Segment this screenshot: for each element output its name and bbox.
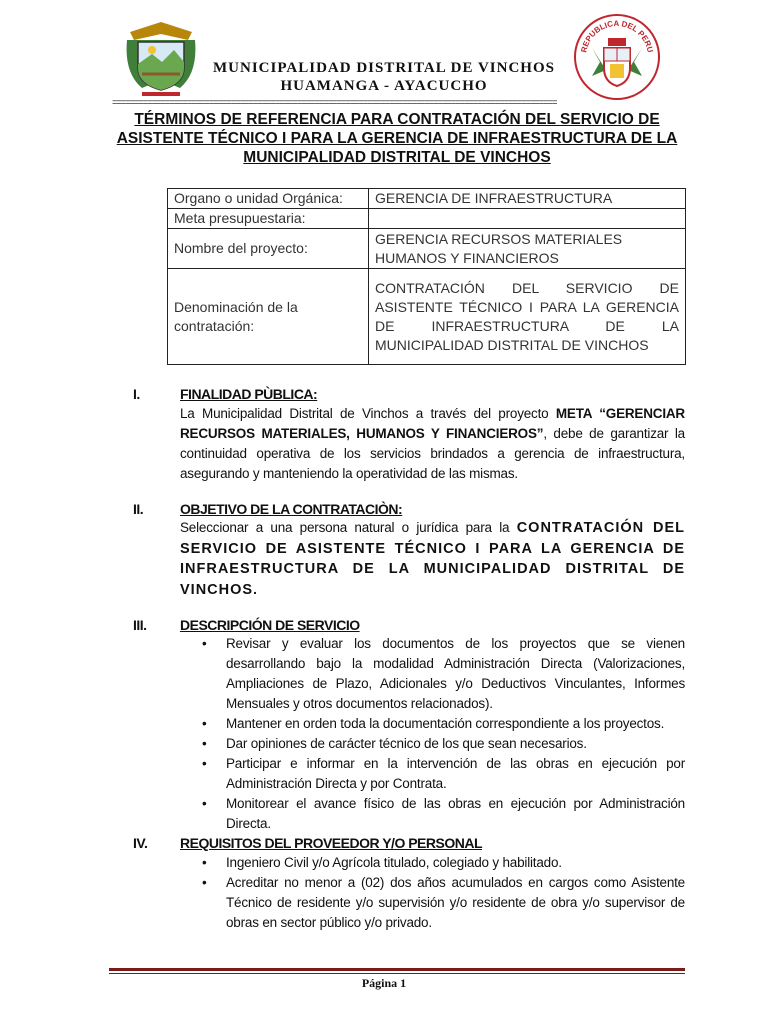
service-list	[180, 634, 685, 834]
header-location: HUAMANGA - AYACUCHO	[280, 78, 488, 94]
table-row	[168, 229, 686, 269]
requirements-list	[180, 853, 685, 933]
section-title: DESCRIPCIÓN DE SERVICIO	[180, 617, 360, 633]
section-paragraph: Seleccionar a una persona natural o jurídica para la CONTRATACIÓN DEL SERVICIO DE ASISTENTE TÉCNICO I PARA LA GERENCIA DE INFRAESTRUCTURA DE LA MUNICIPALIDAD DISTRITAL DE VINCHOS.	[180, 520, 685, 598]
table-row	[168, 189, 686, 209]
section-title: OBJETIVO DE LA CONTRATACIÒN:	[180, 501, 403, 517]
table-label: Denominación de la contratación:	[168, 269, 369, 365]
table-row	[168, 209, 686, 229]
section-paragraph: La Municipalidad Distrital de Vinchos a través del proyecto META “GERENCIAR RECURSOS MATERIALES, HUMANOS Y FINANCIEROS”, debe de garantizar la continuidad operativa de los servicios brindados a gerencia de infraestructura, asegurando y manteniendo la operatividad de las mismas.	[180, 406, 685, 481]
document-title: TÉRMINOS DE REFERENCIA PARA CONTRATACIÓN DEL SERVICIO DE ASISTENTE TÉCNICO I PARA LA GERENCIA DE INFRAESTRUCTURA DE LA MUNICIPALIDAD DISTRITAL DE VINCHOS	[116, 111, 678, 166]
table-value: CONTRATACIÓN DEL SERVICIO DE ASISTENTE TÉCNICO I PARA LA GERENCIA DE INFRAESTRUCTURA DE LA MUNICIPALIDAD DISTRITAL DE VINCHOS	[369, 269, 686, 365]
table-label: Organo o unidad Orgánica:	[168, 189, 369, 209]
header-municipality: MUNICIPALIDAD DISTRITAL DE VINCHOS	[213, 60, 555, 76]
page-number: Página 1	[361, 976, 407, 990]
section-number: I.	[133, 386, 140, 402]
section-number: IV.	[133, 835, 148, 851]
list-item: • Ingeniero Civil y/o Agrícola titulado, colegiado y habilitado.	[180, 853, 685, 873]
table-row	[168, 269, 686, 365]
section-number: III.	[133, 617, 147, 633]
table-value	[369, 209, 686, 229]
header-separator: =====================================================================================================	[112, 98, 557, 108]
list-item: • Dar opiniones de carácter técnico de los que sean necesarios.	[180, 734, 685, 754]
list-item: • Monitorear el avance físico de las obras en ejecución por Administración Directa.	[180, 794, 685, 834]
table-label: Nombre del proyecto:	[168, 229, 369, 269]
seal-text: REPUBLICA DEL PERU	[579, 18, 655, 54]
list-item: • Mantener en orden toda la documentación correspondiente a los proyectos.	[180, 714, 685, 734]
table-value: GERENCIA DE INFRAESTRUCTURA	[369, 189, 686, 209]
peru-seal-icon	[572, 12, 662, 102]
list-item: • Acreditar no menor a (02) dos años acumulados en cargos como Asistente Técnico de residente y/o supervisión y/o residente de obra y/o supervisor de obras en sector público y/o privado.	[180, 873, 685, 933]
table-value: GERENCIA RECURSOS MATERIALES HUMANOS Y FINANCIEROS	[369, 229, 686, 269]
section-title: REQUISITOS DEL PROVEEDOR Y/O PERSONAL	[180, 835, 483, 851]
section-title: FINALIDAD PÙBLICA:	[180, 386, 318, 402]
info-table	[167, 188, 686, 365]
footer-rule-thin	[109, 973, 685, 974]
list-item: • Participar e informar en la intervención de las obras en ejecución por Administración Directa y por Contrata.	[180, 754, 685, 794]
list-item: • Revisar y evaluar los documentos de los proyectos que se vienen desarrollando bajo la modalidad Administración Directa (Valorizaciones, Ampliaciones de Plazo, Adicionales y/o Deductivos Vinculantes, Informes Mensuales y otros documentos relacionados).	[180, 634, 685, 714]
section-number: II.	[133, 501, 144, 517]
table-label: Meta presupuestaria:	[168, 209, 369, 229]
footer-rule	[109, 968, 685, 971]
